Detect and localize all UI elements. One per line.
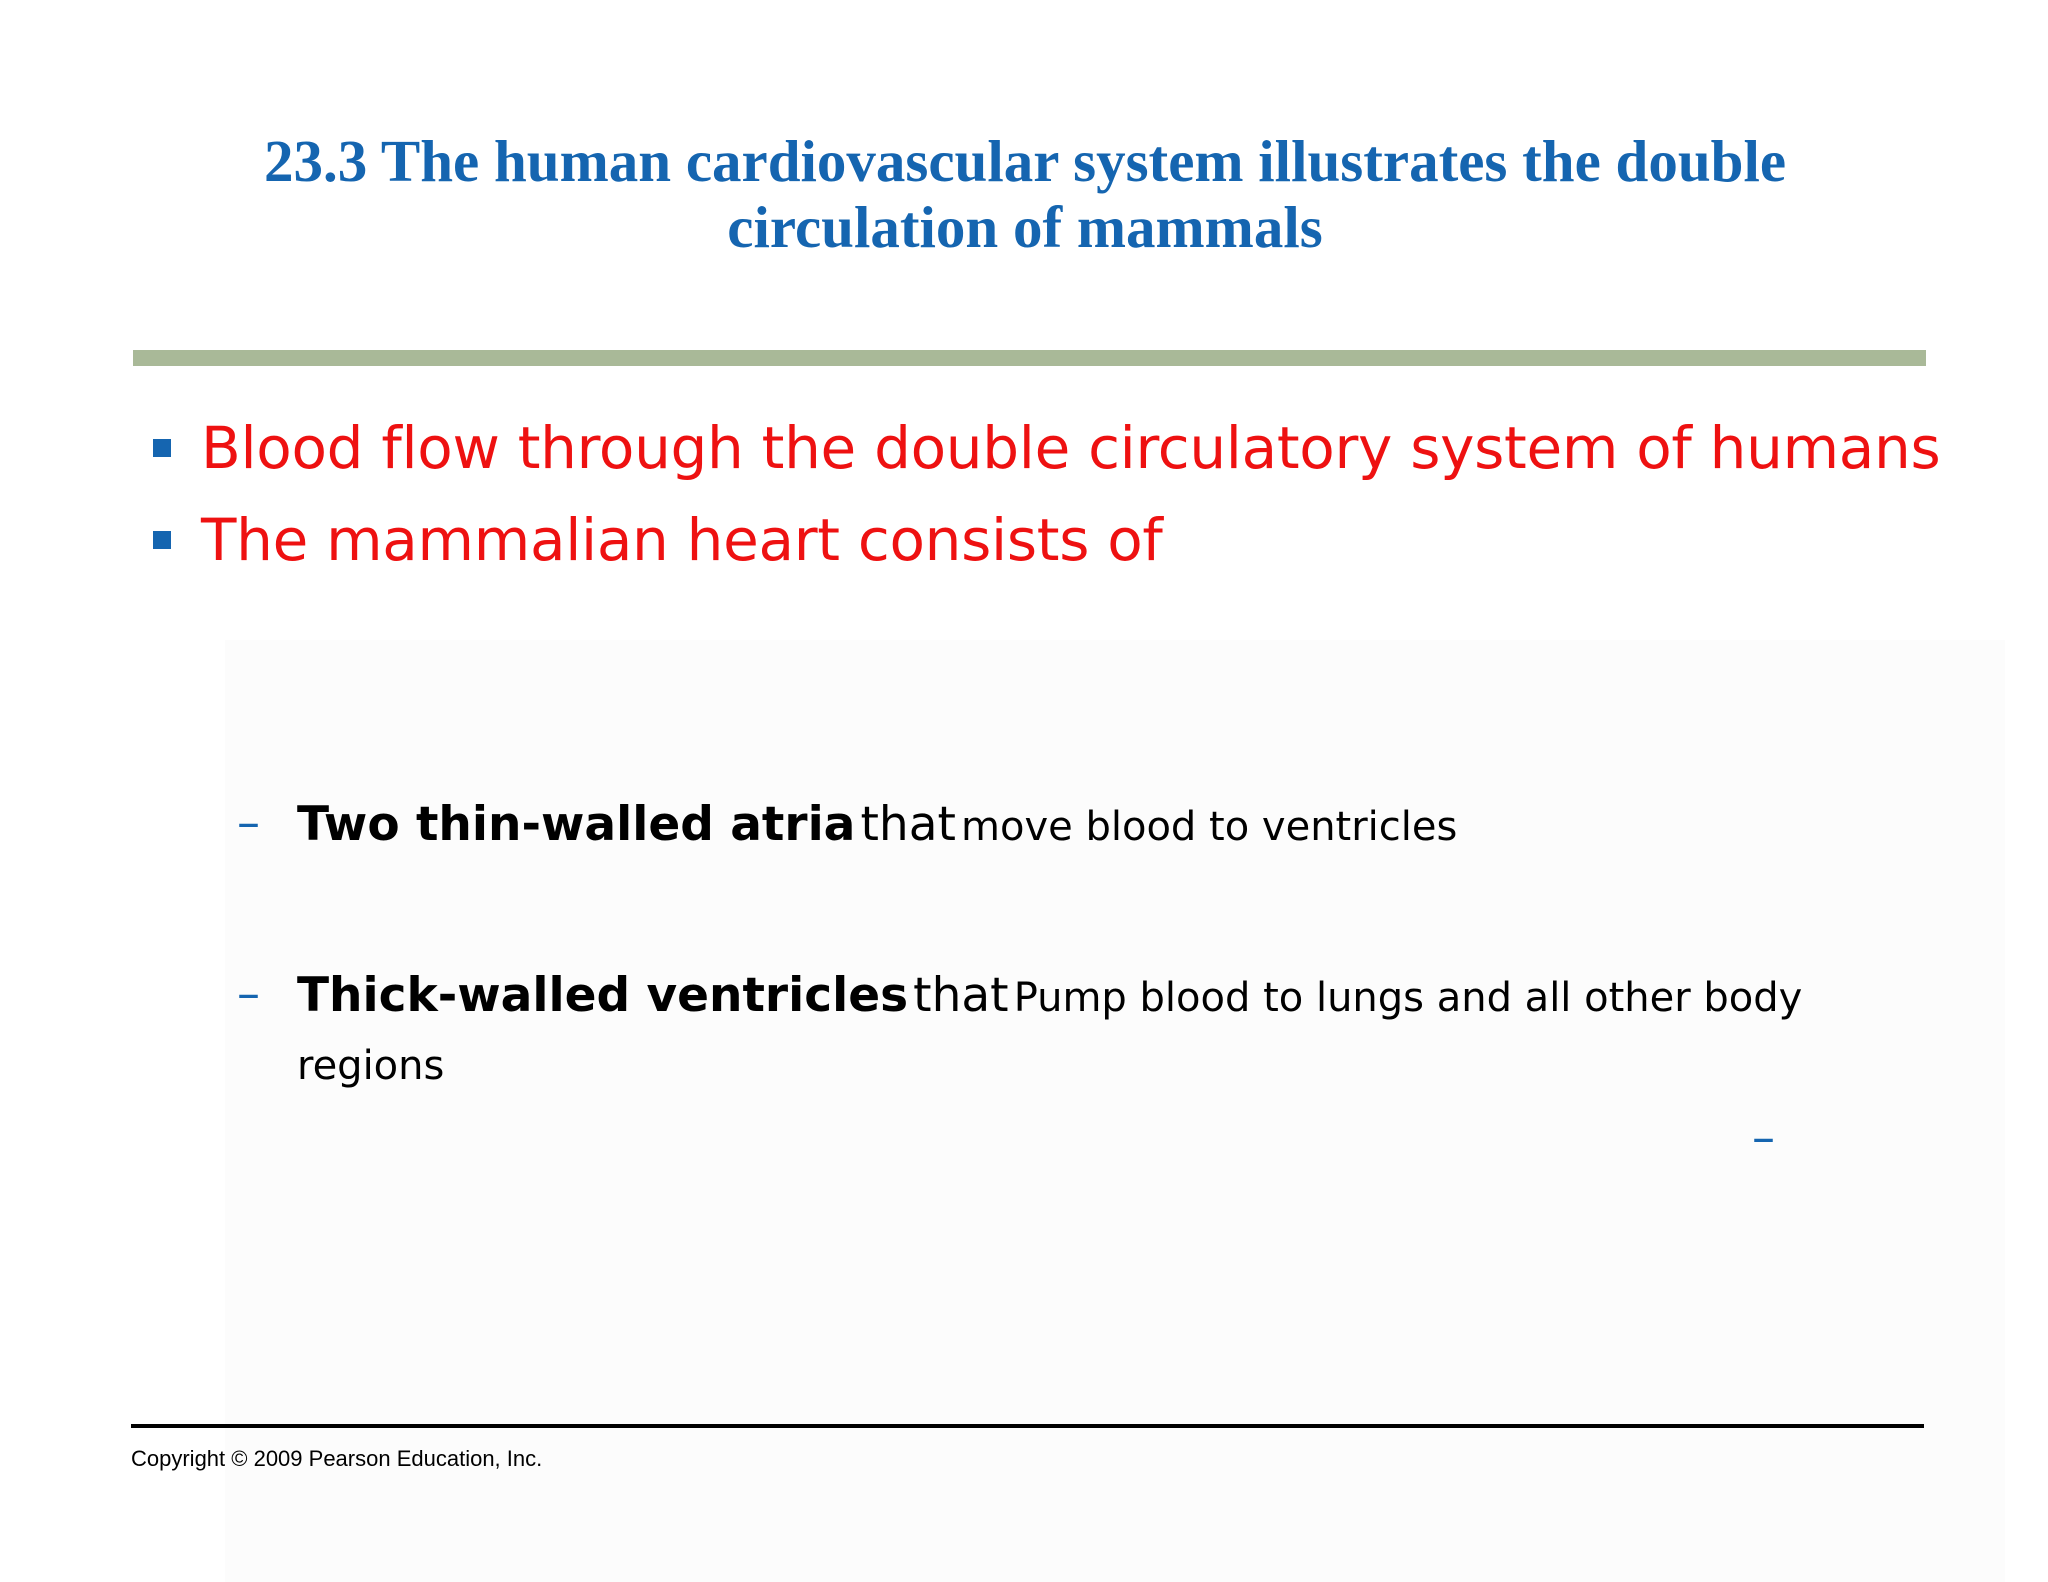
dash-bullet-icon: – <box>237 795 260 849</box>
content-panel <box>225 640 2005 1582</box>
subpoint-body <box>297 795 1877 865</box>
stray-dash-bullet-icon: – <box>1752 1110 1775 1164</box>
subpoint-term: Two thin-walled atria <box>297 797 856 852</box>
subpoint-2 <box>237 966 1877 1104</box>
slide-title-line-1: 23.3 The human cardiovascular system illustrates the double <box>263 128 1787 194</box>
square-bullet-icon <box>153 439 171 457</box>
footer-divider <box>131 1424 1924 1428</box>
subpoint-description: move blood to ventricles <box>961 804 1458 850</box>
subpoint-1 <box>237 795 1877 865</box>
dash-bullet-icon: – <box>237 966 260 1020</box>
bullet-item-2 <box>153 500 1163 580</box>
subpoint-connector: that <box>860 797 956 852</box>
slide-title-line-2: circulation of mammals <box>727 194 1323 260</box>
subpoint-body <box>297 966 1877 1104</box>
subpoint-connector: that <box>913 968 1009 1023</box>
bullet-text: Blood flow through the double circulatory system of humans <box>201 414 1941 482</box>
slide-title <box>130 128 1920 260</box>
subpoint-term: Thick-walled ventricles <box>297 968 909 1023</box>
copyright-notice: Copyright © 2009 Pearson Education, Inc. <box>131 1446 543 1471</box>
square-bullet-icon <box>153 531 171 549</box>
bullet-text: The mammalian heart consists of <box>201 506 1163 574</box>
title-divider <box>133 350 1926 366</box>
subpoint-description: Pump blood to lungs and all other body regions <box>297 975 1803 1089</box>
bullet-item-1 <box>153 408 1940 488</box>
